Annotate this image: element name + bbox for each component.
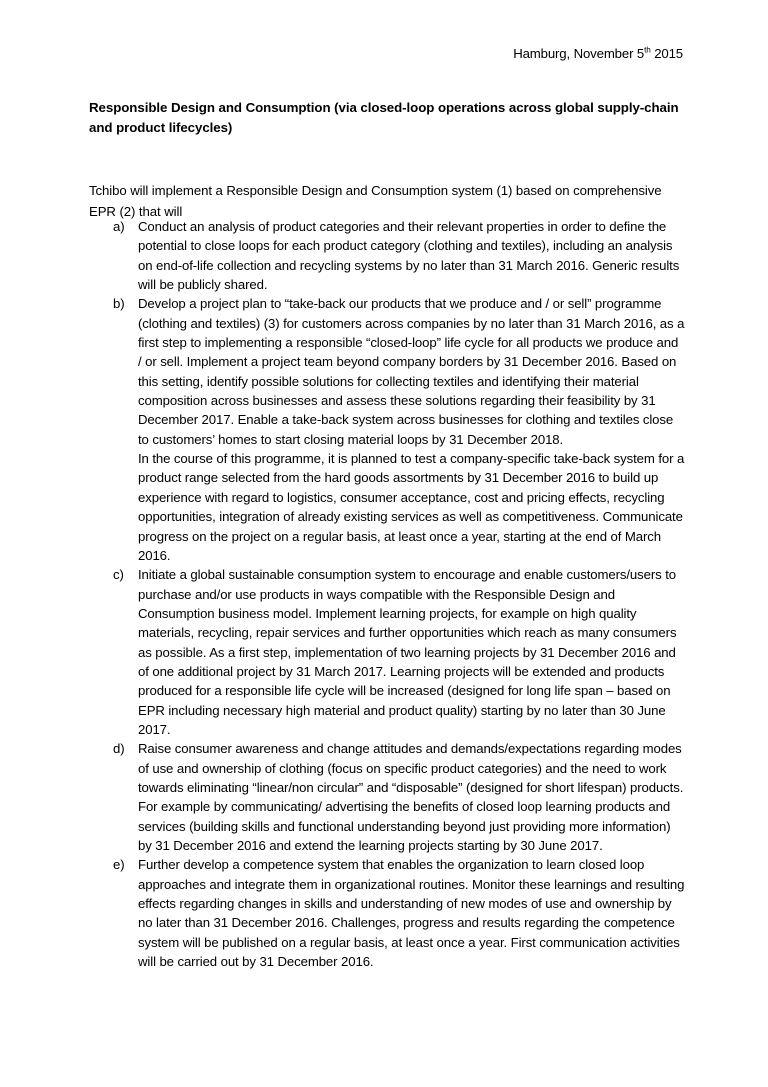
list-item <box>89 739 685 855</box>
list-item-body <box>138 855 685 971</box>
list-item <box>89 855 685 971</box>
list-item <box>89 294 685 565</box>
list-item <box>89 217 685 294</box>
list-item-paragraph: Initiate a global sustainable consumption system to encourage and enable customers/users to purchase and/or use products in ways compatible with the Responsible Design and Consumption business model. Implement learning projects, for example on high quality materials, recycling, repair services and further opportunities which reach as many consumers as possible. As a first step, implementation of two learning projects by 31 December 2016 and of one additional project by 31 March 2017. Learning projects will be extended and products produced for a responsible life cycle will be increased (designed for long life span – based on EPR including necessary high material and product quality) starting by no later than 30 June 2017. <box>138 567 677 737</box>
list-item-marker: b) <box>113 296 125 312</box>
list-item-paragraph: In the course of this programme, it is planned to test a company-specific take-back system for a product range selected from the hard goods assortments by 31 December 2016 to build up experience with regard to logistics, consumer acceptance, cost and pricing effects, recycling opportunities, integration of already existing services as well as competitiveness. Communicate progress on the project on a regular basis, at least once a year, starting at the end of March 2016. <box>138 451 685 563</box>
dateline-ordinal-suffix: th <box>644 45 651 55</box>
dateline <box>89 44 683 63</box>
dateline-year: 2015 <box>654 46 683 61</box>
list-item-paragraph: Develop a project plan to “take-back our products that we produce and / or sell” programme (clothing and textiles) (3) for customers across companies by no later than 31 March 2016, as a first step to implementing a responsible “closed-loop” life cycle for all products we produce and / or sell. Implement a project team beyond company borders by 31 December 2016. Based on this setting, identify possible solutions for collecting textiles and identifying their material composition across businesses and assess these solutions regarding their feasibility by 31 December 2017. Enable a take-back system across businesses for clothing and textiles close to customers’ homes to start closing material loops by 31 December 2018. <box>138 296 685 447</box>
list-item <box>89 565 685 739</box>
list-item-marker: d) <box>113 741 125 757</box>
list-item-body <box>138 217 685 294</box>
list-item-marker: e) <box>113 857 125 873</box>
dateline-city-month: Hamburg, November 5 <box>513 46 645 61</box>
intro-paragraph: Tchibo will implement a Responsible Design and Consumption system (1) based on comprehensive EPR (2) that will <box>89 183 662 219</box>
commitments-list <box>89 217 685 971</box>
list-item-body <box>138 739 685 855</box>
list-item-paragraph: Conduct an analysis of product categories and their relevant properties in order to define the potential to close loops for each product category (clothing and textiles), including an analysis on end-of-life collection and recycling systems by no later than 31 March 2016. Generic results will be publicly shared. <box>138 219 680 293</box>
list-item-paragraph: Further develop a competence system that enables the organization to learn closed loop approaches and integrate them in organizational routines. Monitor these learnings and resulting effects regarding changes in skills and understanding of new modes of use and ownership by no later than 31 December 2016. Challenges, progress and results regarding the competence system will be published on a regular basis, at least once a year. First communication activities will be carried out by 31 December 2016. <box>138 857 685 970</box>
list-item-marker: c) <box>113 567 124 583</box>
list-item-body <box>138 294 685 565</box>
list-item-paragraph: Raise consumer awareness and change attitudes and demands/expectations regarding modes of use and ownership of clothing (focus on specific product categories) and the need to work towards eliminating “linear/non circular” and “disposable” (designed for short lifespan) products. For example by communicating/ advertising the benefits of closed loop learning products and services (building skills and functional understanding beyond just providing more information) by 31 December 2016 and extend the learning projects starting by 30 June 2017. <box>138 741 684 853</box>
list-item-marker: a) <box>113 219 125 234</box>
page-title: Responsible Design and Consumption (via closed-loop operations across global supply-chain and product lifecycles) <box>89 99 679 136</box>
list-item-body <box>138 565 685 739</box>
